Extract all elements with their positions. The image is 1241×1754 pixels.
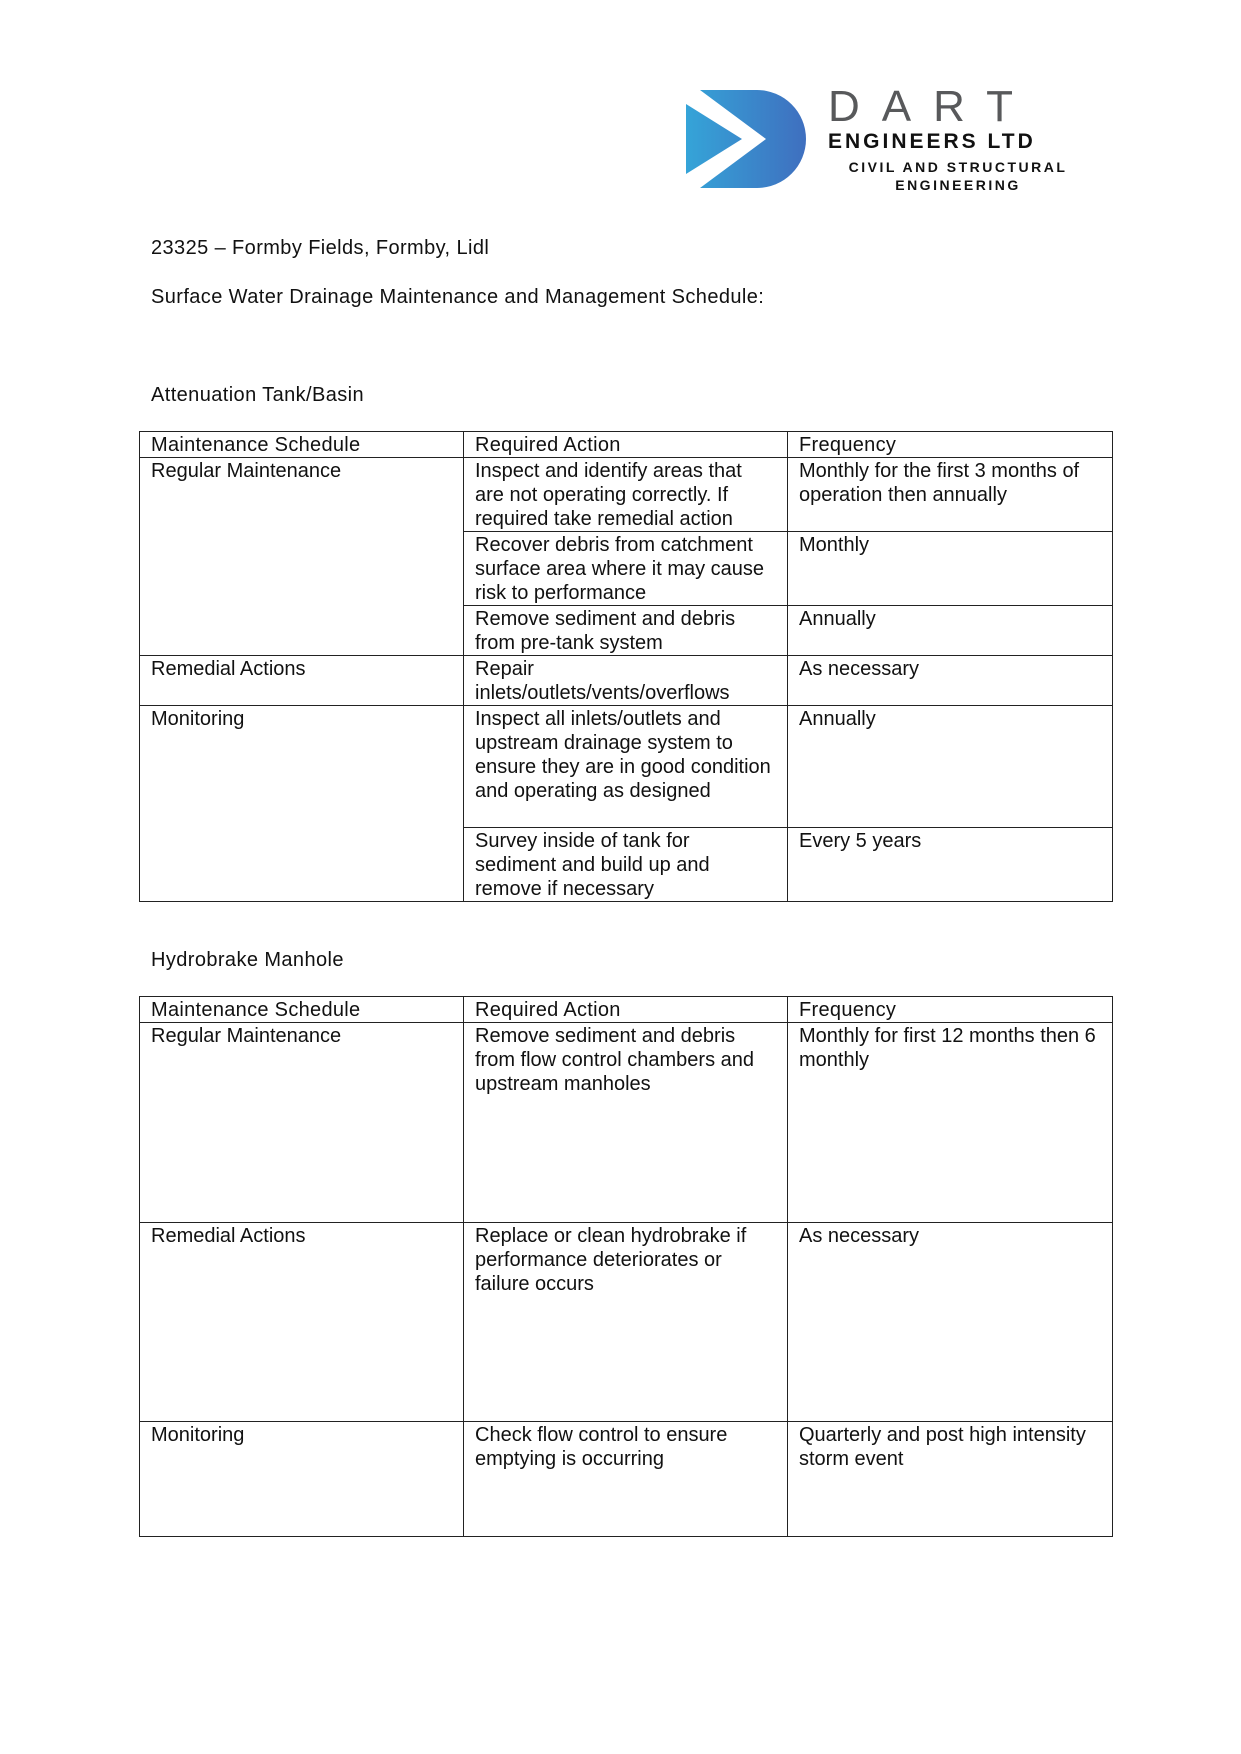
project-title: 23325 – Formby Fields, Formby, Lidl [151,237,490,259]
logo-name: DART [828,82,1035,131]
attenuation-table [139,431,1113,902]
logo-d-arrow-icon [686,90,806,188]
table-header-row [140,432,1113,458]
frequency-cell: Annually [788,606,1113,656]
frequency-cell: As necessary [788,1223,1113,1422]
logo-tagline: CIVIL AND STRUCTURAL ENGINEERING [848,159,1068,193]
header-cell: Maintenance Schedule [140,432,464,458]
header-cell: Required Action [464,997,788,1023]
schedule-cell: Monitoring [140,706,464,902]
frequency-cell: Monthly [788,532,1113,606]
company-logo [686,82,1086,193]
action-cell: Inspect and identify areas that are not operating correctly. If required take remedial action [464,458,788,532]
header-cell: Required Action [464,432,788,458]
frequency-cell: Annually [788,706,1113,828]
table-row [140,1023,1113,1223]
table-header-row [140,997,1113,1023]
schedule-cell: Regular Maintenance [140,1023,464,1223]
action-cell: Check flow control to ensure emptying is occurring [464,1422,788,1537]
header-cell: Maintenance Schedule [140,997,464,1023]
frequency-cell: Quarterly and post high intensity storm event [788,1422,1113,1537]
action-cell: Remove sediment and debris from flow control chambers and upstream manholes [464,1023,788,1223]
schedule-cell: Monitoring [140,1422,464,1537]
table-row [140,656,1113,706]
schedule-cell: Remedial Actions [140,1223,464,1422]
section-heading-attenuation: Attenuation Tank/Basin [151,384,365,406]
header-cell: Frequency [788,432,1113,458]
action-cell: Repair inlets/outlets/vents/overflows [464,656,788,706]
frequency-cell: Every 5 years [788,828,1113,902]
action-cell: Inspect all inlets/outlets and upstream drainage system to ensure they are in good condition and operating as designed [464,706,788,828]
schedule-title: Surface Water Drainage Maintenance and Management Schedule: [151,286,765,308]
action-cell: Replace or clean hydrobrake if performance deteriorates or failure occurs [464,1223,788,1422]
action-cell: Remove sediment and debris from pre-tank system [464,606,788,656]
frequency-cell: Monthly for the first 3 months of operation then annually [788,458,1113,532]
table-row [140,1422,1113,1537]
schedule-cell: Regular Maintenance [140,458,464,656]
frequency-cell: Monthly for first 12 months then 6 monthly [788,1023,1113,1223]
logo-subtitle: ENGINEERS LTD [828,130,1036,153]
table-row [140,1223,1113,1422]
header-cell: Frequency [788,997,1113,1023]
frequency-cell: As necessary [788,656,1113,706]
action-cell: Recover debris from catchment surface area where it may cause risk to performance [464,532,788,606]
section-heading-hydrobrake: Hydrobrake Manhole [151,949,344,971]
action-cell: Survey inside of tank for sediment and build up and remove if necessary [464,828,788,902]
table-row [140,706,1113,828]
table-row [140,458,1113,532]
schedule-cell: Remedial Actions [140,656,464,706]
hydrobrake-table [139,996,1113,1537]
